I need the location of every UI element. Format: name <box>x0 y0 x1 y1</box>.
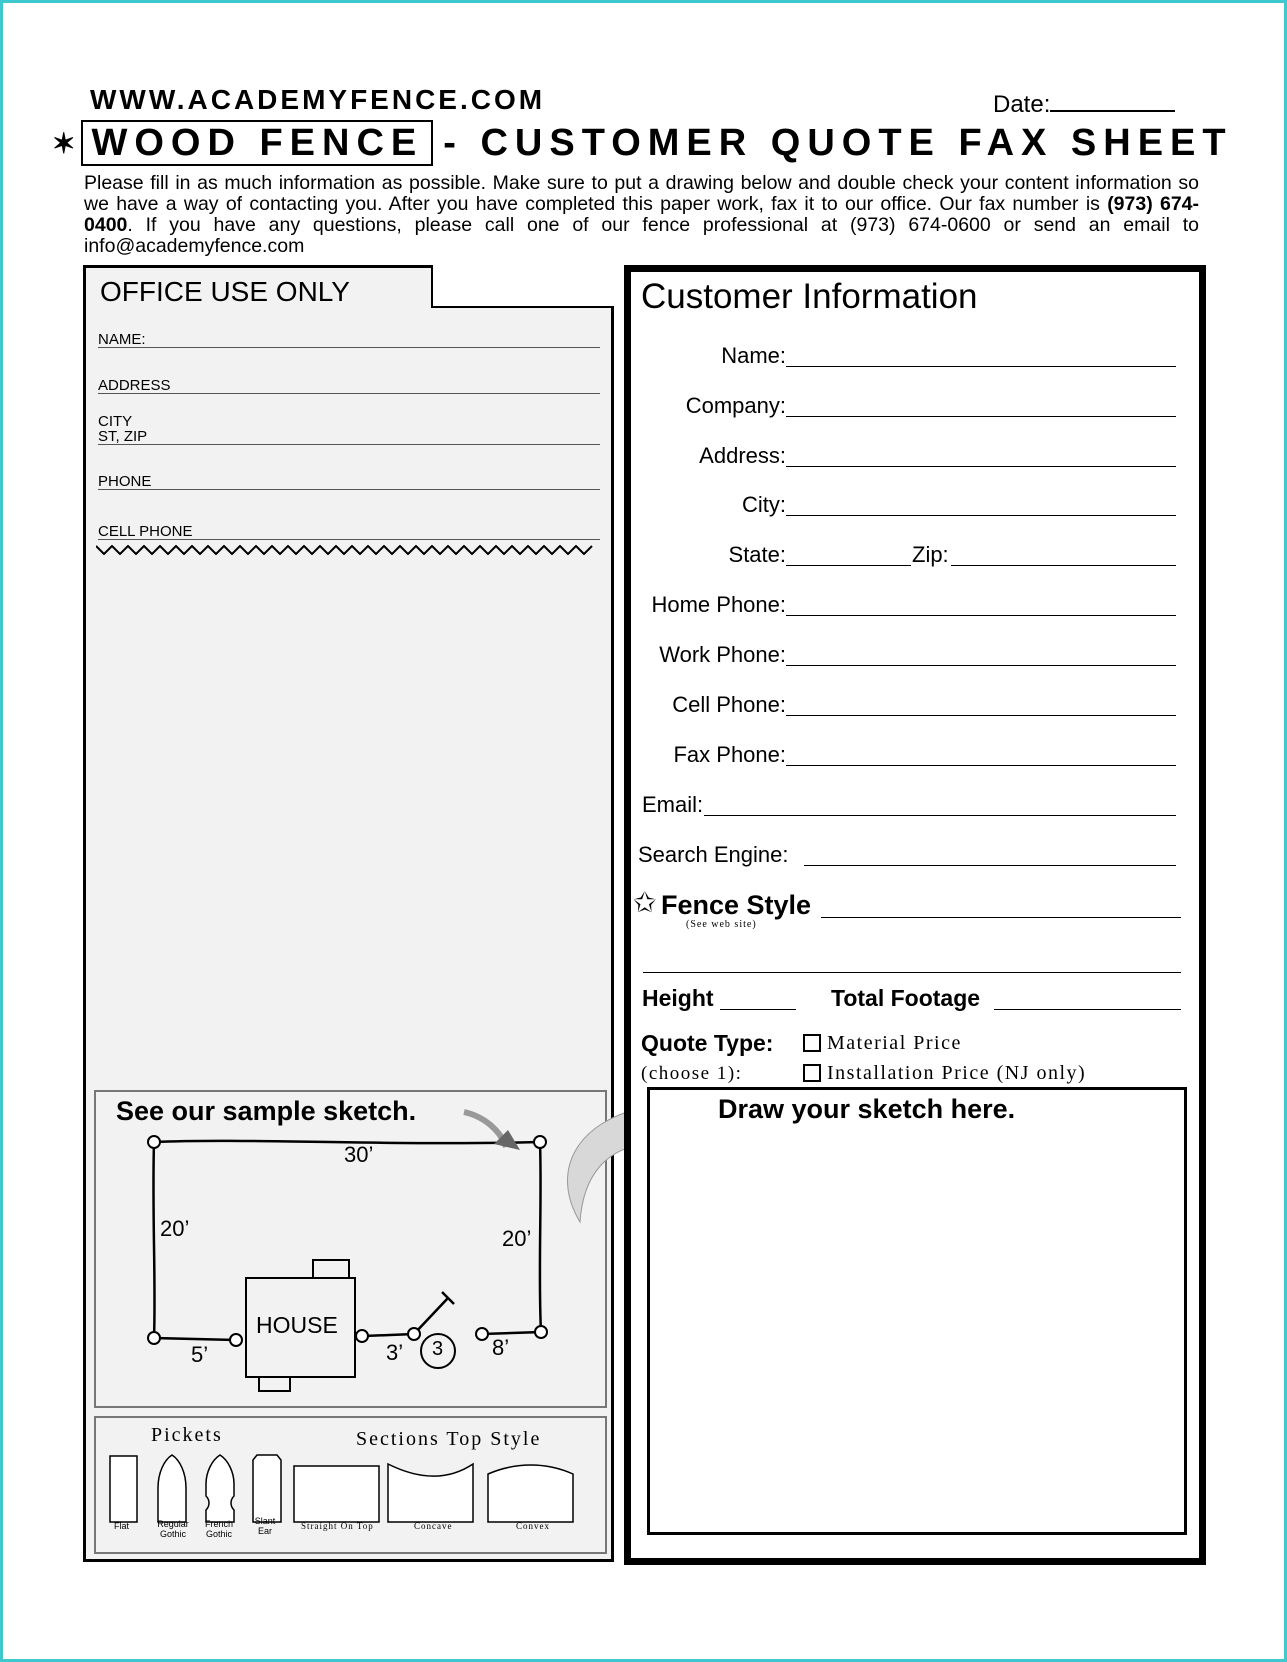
gothic-picket-shape <box>158 1455 186 1522</box>
dim-5: 5’ <box>191 1342 209 1367</box>
label: CELL PHONE <box>98 523 193 540</box>
office-tab-box <box>431 265 614 308</box>
dim-left: 20’ <box>160 1216 190 1241</box>
home-phone-field[interactable] <box>631 590 1176 620</box>
section-convex-label: Convex <box>516 1521 550 1531</box>
material-price-checkbox[interactable] <box>803 1034 821 1052</box>
label: PHONE <box>98 473 152 490</box>
label: City: <box>742 492 786 517</box>
label: ST, ZIP <box>98 428 148 445</box>
label: Cell Phone: <box>672 692 786 717</box>
company-field[interactable] <box>631 391 1176 421</box>
perforation-line <box>96 545 596 555</box>
label: Name: <box>721 343 786 368</box>
website-url: WWW.ACADEMYFENCE.COM <box>90 84 546 115</box>
house-label: HOUSE <box>256 1312 338 1338</box>
slant-ear-picket-shape <box>253 1455 281 1522</box>
picket-french-label: French Gothic <box>204 1519 233 1539</box>
choose-note: (choose 1): <box>641 1063 743 1084</box>
label: Fax Phone: <box>673 742 786 767</box>
french-gothic-picket-shape <box>206 1455 234 1522</box>
pickets-title: Pickets <box>151 1424 223 1446</box>
height-footage-row[interactable] <box>631 984 1176 1014</box>
office-city-field[interactable] <box>98 414 600 445</box>
draw-here-label: Draw your sketch here. <box>718 1094 1016 1124</box>
star-icon: ✶ <box>52 127 76 159</box>
label: State: <box>728 542 786 567</box>
section-concave-label: Concave <box>414 1521 453 1531</box>
office-address-field[interactable] <box>98 378 600 394</box>
convex-section-shape <box>488 1465 573 1522</box>
concave-section-shape <box>388 1464 473 1522</box>
quote-type-label: Quote Type: <box>641 1030 774 1056</box>
option-label: Installation Price (NJ only) <box>827 1062 1087 1084</box>
section-straight-label: Straight On Top <box>301 1521 374 1531</box>
dim-3: 3’ <box>386 1340 404 1365</box>
name-field[interactable] <box>631 341 1176 371</box>
sample-sketch-drawing <box>96 1092 609 1410</box>
cell-phone-field[interactable] <box>631 690 1176 720</box>
office-title: OFFICE USE ONLY <box>100 276 350 307</box>
title-rest: - CUSTOMER QUOTE FAX SHEET <box>443 121 1233 164</box>
intro-text <box>84 173 1199 257</box>
label: Search Engine: <box>638 842 789 867</box>
installation-price-option[interactable] <box>803 1062 1086 1085</box>
office-phone-field[interactable] <box>98 474 600 490</box>
customer-info-panel <box>624 265 1206 1565</box>
picket-flat-label: Flat <box>114 1521 130 1531</box>
city-field[interactable] <box>631 490 1176 520</box>
date-label: Date: <box>993 91 1051 118</box>
work-phone-field[interactable] <box>631 640 1176 670</box>
page-title <box>52 120 1233 166</box>
label: Company: <box>685 393 786 418</box>
email-field[interactable] <box>631 790 1176 820</box>
dim-top: 30’ <box>344 1142 374 1167</box>
intro-part1: Please fill in as much information as possible. Make sure to put a drawing below and double check your content information so we have a way of contacting you. After you have completed this paper work, fax it to our office. Our fax number is <box>84 172 1199 215</box>
option-label: Material Price <box>827 1032 962 1054</box>
fence-style-label: Fence Style <box>661 890 812 920</box>
state-zip-field[interactable] <box>631 540 1176 570</box>
total-footage-label: Total Footage <box>831 985 981 1011</box>
picket-slant-label: Slant Ear <box>254 1516 276 1536</box>
sketch-drawing-area[interactable] <box>647 1087 1187 1535</box>
fence-style-field[interactable] <box>631 886 1176 930</box>
title-boxed: WOOD FENCE <box>81 120 433 166</box>
fax-number: (973) 674-0400 <box>84 193 1200 236</box>
address-field[interactable] <box>631 441 1176 471</box>
zip-label: Zip: <box>912 542 949 567</box>
customer-info-title: Customer Information <box>641 277 978 316</box>
office-cell-field[interactable] <box>98 524 600 540</box>
dim-8: 8’ <box>492 1335 510 1360</box>
sample-sketch-box <box>94 1090 607 1408</box>
picket-gothic-label: Regular Gothic <box>157 1519 189 1539</box>
label: Address: <box>699 443 786 468</box>
styles-box <box>94 1416 607 1554</box>
office-use-panel <box>83 265 614 1562</box>
fence-style-note: (See web site) <box>686 919 757 930</box>
fax-phone-field[interactable] <box>631 740 1176 770</box>
date-field[interactable] <box>993 90 1175 119</box>
dim-right: 20’ <box>502 1226 532 1251</box>
label: Email: <box>642 792 704 817</box>
search-engine-field[interactable] <box>631 840 1176 870</box>
sections-title: Sections Top Style <box>356 1428 542 1450</box>
gate-count: 3 <box>432 1338 444 1360</box>
straight-section-shape <box>294 1466 379 1522</box>
intro-part2: . If you have any questions, please call one of our fence professional at (973) 674-0600 or send an email to info@academyfence.com <box>84 214 1199 257</box>
office-name-field[interactable] <box>98 332 600 348</box>
material-price-option[interactable] <box>803 1032 962 1055</box>
flat-picket-shape <box>110 1456 137 1522</box>
star-outline-icon: ✩ <box>633 887 657 918</box>
height-label: Height <box>642 985 714 1011</box>
label: CITY <box>98 413 133 430</box>
label: NAME: <box>98 331 146 348</box>
sample-title: See our sample sketch. <box>116 1096 417 1126</box>
label: ADDRESS <box>98 377 171 394</box>
fence-style-line2[interactable] <box>643 972 1181 973</box>
installation-price-checkbox[interactable] <box>803 1064 821 1082</box>
label: Work Phone: <box>659 642 786 667</box>
label: Home Phone: <box>651 592 786 617</box>
